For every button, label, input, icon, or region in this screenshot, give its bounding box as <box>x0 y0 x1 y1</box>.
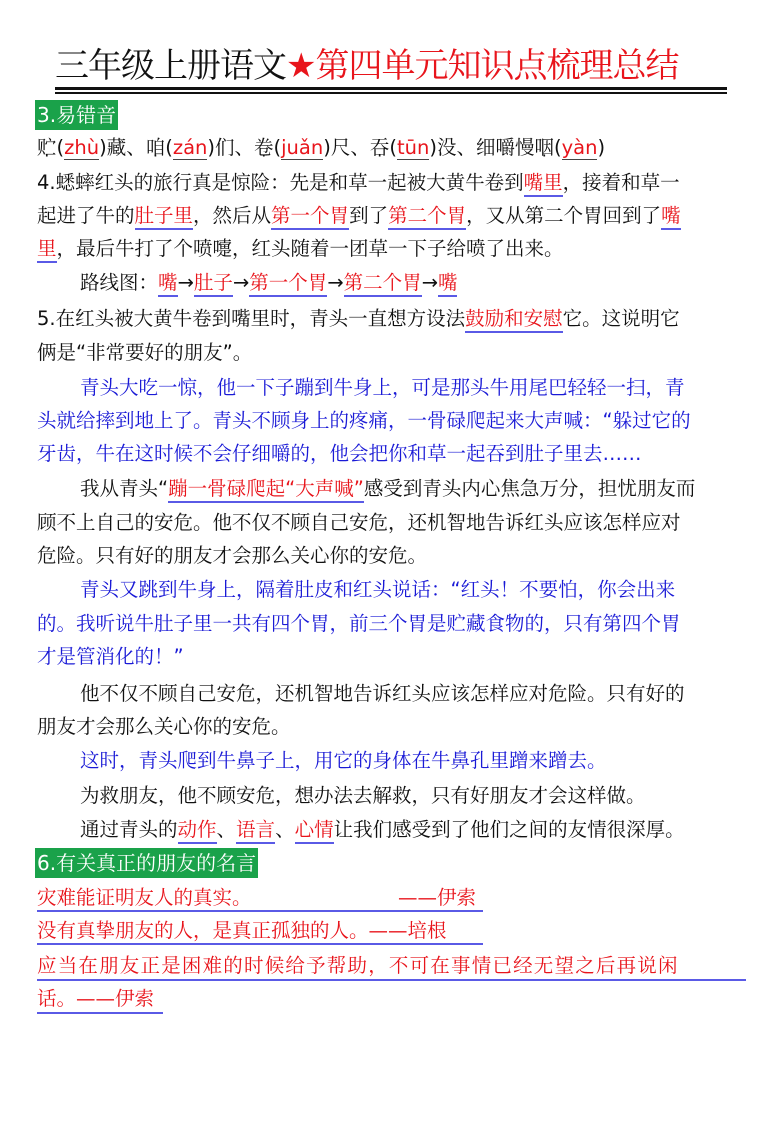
char: 吞 <box>369 136 390 159</box>
route-step: 第二个胃 <box>344 271 422 297</box>
paragraph-line <box>80 815 685 845</box>
char: 贮 <box>37 136 57 159</box>
underline <box>37 979 746 981</box>
route-line <box>80 268 457 298</box>
arrow-icon: → <box>177 271 194 294</box>
arrow-icon: → <box>327 271 344 294</box>
text: ，最后牛打了个喷嚏，红头随着一团草一下子给喷了出来。 <box>56 237 564 260</box>
text: ，接着和草一 <box>562 171 680 194</box>
paragraph-line <box>37 234 564 264</box>
paragraph-line <box>37 168 680 198</box>
text: 起进了牛的 <box>37 204 135 227</box>
quote-3-line2: 话。——伊索 <box>37 987 155 1010</box>
title-divider <box>55 87 727 90</box>
text: ，然后从 <box>193 204 272 227</box>
pinyin: juǎn <box>281 136 324 159</box>
story-line: 牙齿，牛在这时候不会仔细嚼的，他会把你和草一起吞到肚子里去…… <box>37 442 642 465</box>
route-step: 嘴 <box>158 271 178 297</box>
text: 到了 <box>349 204 389 227</box>
text: 没、细嚼慢 <box>436 136 535 159</box>
keyword: 动作 <box>178 818 217 844</box>
pinyin: yàn <box>561 136 598 159</box>
keyword: 心情 <box>295 818 334 844</box>
char: 卷 <box>254 136 274 159</box>
keyword: 蹦一骨碌爬起“大声喊” <box>168 477 364 503</box>
paragraph-line <box>37 304 680 334</box>
keyword: 鼓励和安慰 <box>465 307 563 333</box>
pinyin: tūn <box>396 136 430 159</box>
text: 藏、 <box>106 136 146 159</box>
page-title <box>55 44 727 88</box>
keyword: 语言 <box>236 818 275 844</box>
story-line: 头就给摔到地上了。青头不顾身上的疼痛，一骨碌爬起来大声喊：“躲过它的 <box>37 409 691 432</box>
keyword: 第二个胃 <box>388 204 466 230</box>
route-step: 嘴 <box>438 271 458 297</box>
paragraph-line: 为救朋友，他不顾安危，想办法去解救，只有好朋友才会这样做。 <box>80 784 646 807</box>
text: 它。这说明它 <box>562 307 680 330</box>
keyword: 第一个胃 <box>271 204 349 230</box>
text: 让我们感受到了他们之间的友情很深厚。 <box>333 818 685 841</box>
section-heading-6: 6.有关真正的朋友的名言 <box>35 848 258 878</box>
text: 通过青头的 <box>80 818 178 841</box>
story-line: 青头大吃一惊，他一下子蹦到牛身上，可是那头牛用尾巴轻轻一扫，青 <box>80 376 685 399</box>
text: 们、 <box>215 136 255 159</box>
text: ，又从第二个胃回到了 <box>466 204 662 227</box>
route-step: 第一个胃 <box>249 271 327 297</box>
underline <box>37 943 483 945</box>
paragraph-line <box>37 201 681 231</box>
paragraph-line: 顾不上自己的安危。他不仅不顾自己安危，还机智地告诉红头应该怎样应对 <box>37 511 681 534</box>
paragraph-line: 朋友才会那么关心你的安危。 <box>37 715 291 738</box>
title-part2: 第四单元知识点梳理总结 <box>315 46 679 86</box>
quote-3-line1: 应当在朋友正是困难的时候给予帮助，不可在事情已经无望之后再说闲 <box>37 954 679 977</box>
route-step: 肚子 <box>194 271 233 297</box>
text: 我从青头“ <box>80 477 169 500</box>
pinyin: zán <box>172 136 208 159</box>
paragraph-line: 他不仅不顾自己安危，还机智地告诉红头应该怎样应对危险。只有好的 <box>80 682 685 705</box>
arrow-icon: → <box>232 271 250 294</box>
keyword: 嘴 <box>661 204 681 230</box>
text: 4.蟋蟀红头的旅行真是惊险：先是和草一起被大黄牛卷到 <box>37 171 524 194</box>
keyword: 肚子里 <box>135 204 194 230</box>
story-line: 青头又跳到牛身上，隔着肚皮和红头说话：“红头！不要怕，你会出来 <box>80 578 676 601</box>
keyword: 里 <box>37 237 57 263</box>
char: 咱 <box>145 136 166 159</box>
pronunciation-line: 贮(zhù)藏、咱(zán)们、卷(juǎn)尺、吞(tūn)没、细嚼慢咽(yàn) <box>37 136 606 159</box>
underline <box>37 1012 163 1014</box>
arrow-icon: → <box>421 271 438 294</box>
paragraph-line: 俩是“非常要好的朋友”。 <box>37 341 253 364</box>
story-line: 才是管消化的！” <box>37 645 184 668</box>
underline <box>37 910 483 912</box>
paragraph-line <box>80 474 695 504</box>
text: 5.在红头被大黄牛卷到嘴里时，青头一直想方设法 <box>37 307 466 330</box>
text: 感受到青头内心焦急万分，担忧朋友而 <box>363 477 696 500</box>
title-part1: 三年级上册语文 <box>55 46 286 86</box>
quote-1-author: ——伊索 <box>398 886 477 909</box>
text: 尺、 <box>330 136 370 159</box>
section-heading-3: 3.易错音 <box>35 100 118 130</box>
story-line: 的。我听说牛肚子里一共有四个胃，前三个胃是贮藏食物的，只有第四个胃 <box>37 612 681 635</box>
title-divider <box>55 92 727 94</box>
text: 、 <box>216 818 237 841</box>
route-label: 路线图： <box>80 271 159 294</box>
keyword: 嘴里 <box>524 171 563 197</box>
story-line: 这时，青头爬到牛鼻子上，用它的身体在牛鼻孔里蹭来蹭去。 <box>80 749 607 772</box>
paragraph-line: 危险。只有好的朋友才会那么关心你的安危。 <box>37 544 428 567</box>
star-icon: ★ <box>286 46 316 86</box>
quote-2: 没有真挚朋友的人，是真正孤独的人。——培根 <box>37 919 447 942</box>
quote-1: 灾难能证明友人的真实。 <box>37 886 252 909</box>
text: 、 <box>275 818 295 841</box>
char: 咽 <box>534 136 554 159</box>
pinyin: zhù <box>64 136 100 159</box>
